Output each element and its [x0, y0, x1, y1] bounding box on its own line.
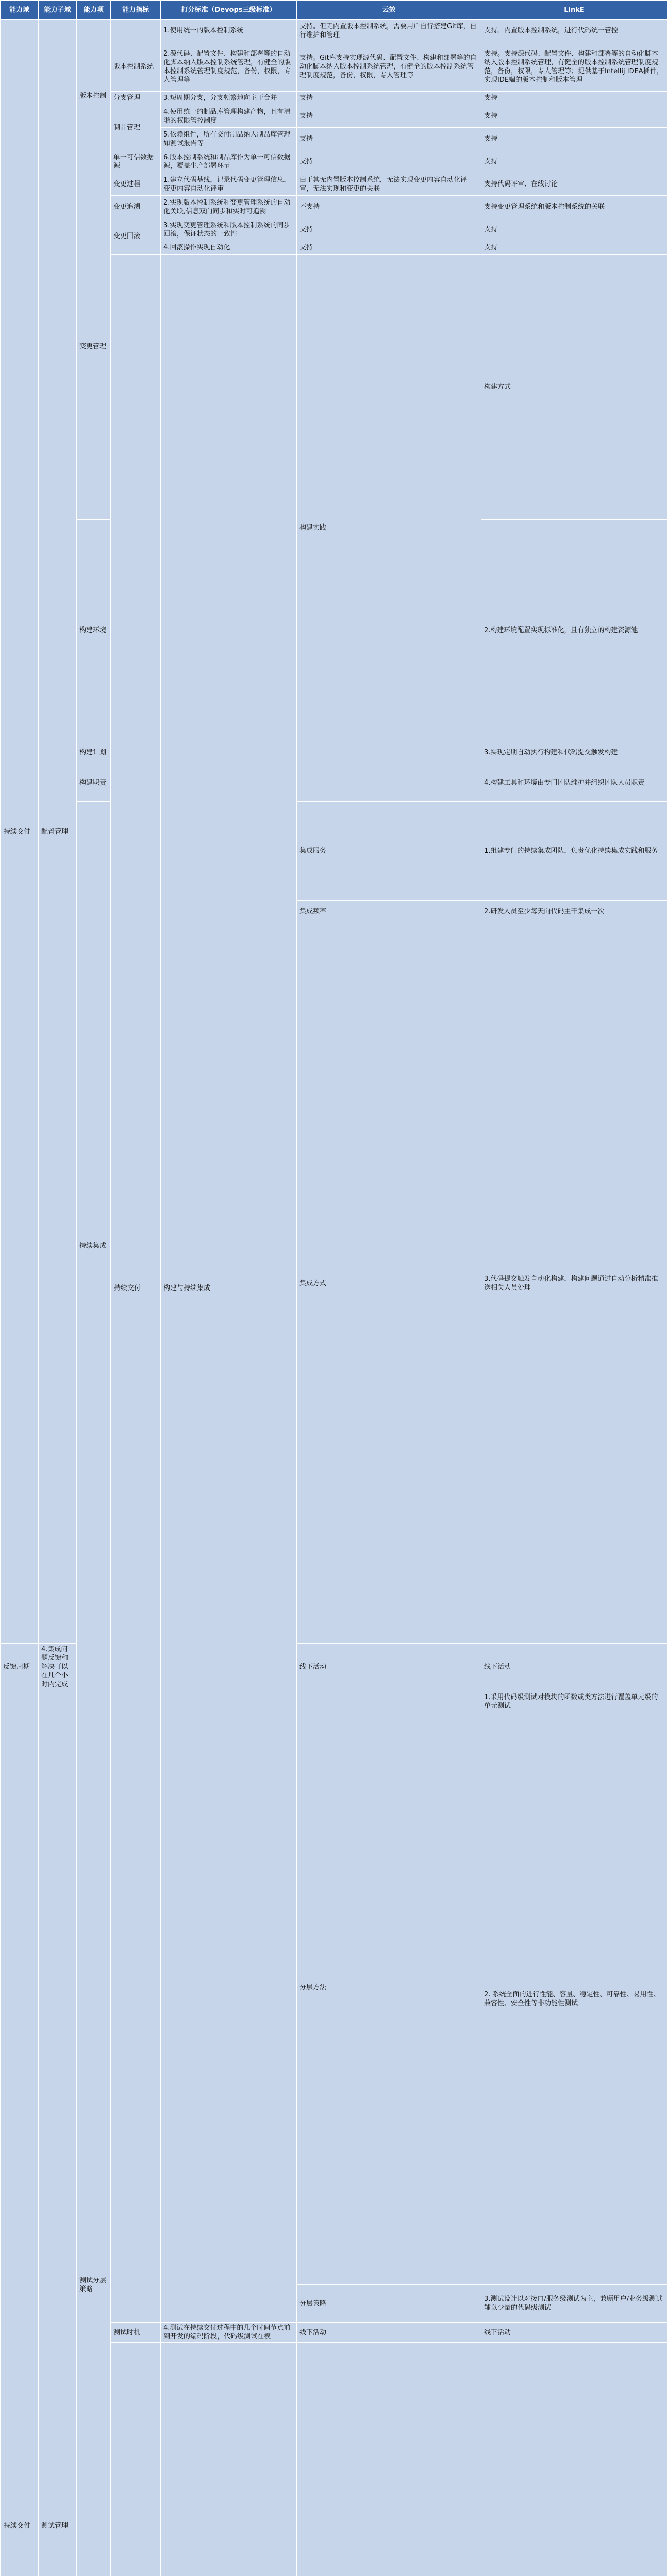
- cell-scoring-standard: 2. 系统全面的进行性能、容量、稳定性、可靠性、易用性、兼容性、安全性等非功能性测试: [481, 1713, 667, 2285]
- cell-scoring-standard: 2.构建环境配置实现标准化，且有独立的构建资源池: [481, 520, 667, 741]
- cell-scoring-standard: 2.实现版本控制系统和变更管理系统的自动化关联,信息双向同步和实时可追溯: [161, 196, 297, 218]
- cell-indicator: 分层策略: [297, 2285, 481, 2323]
- cell-yunxiao: 由于其无内置版本控制系统，无法实现变更内容自动化评审，无法实现和变更的关联: [297, 173, 481, 196]
- cell-indicator: 构建计划: [77, 741, 111, 764]
- header-linke: LinkE: [481, 1, 667, 20]
- cell-indicator: 变更追溯: [111, 196, 161, 218]
- cell-linke: 支持。支持源代码、配置文件、构建和部署等的自动化脚本纳入版本控制系统管理，有健全的版本控制系统管理制度规范，备份，权限，专人管理等；提供基于Intellij IDEA插件，实现IDE端的版本控制和版本管理: [481, 42, 667, 92]
- cell-yunxiao: [481, 2343, 667, 2576]
- table-row: [1, 1690, 667, 1713]
- cell-item: 测试分层策略: [77, 1690, 111, 2576]
- cell-indicator: 测试时机: [111, 2323, 161, 2343]
- cell-scoring-standard: 4.测试在持续交付过程中的几个时间节点前到开发的编码阶段，代码级测试在模: [161, 2323, 297, 2343]
- cell-scoring-standard: 1.建立代码基线，记录代码变更管理信息，变更内容自动化评审: [161, 173, 297, 196]
- cell-linke: 支持代码评审、在线讨论: [481, 173, 667, 196]
- cell-linke: 支持: [481, 241, 667, 255]
- cell-item: [111, 2343, 161, 2576]
- cell-domain: 持续交付: [1, 20, 39, 1644]
- cell-scoring-standard: 5.依赖组件，所有交付制品纳入制品库管理如测试报告等: [161, 128, 297, 150]
- table-row: [1, 20, 667, 42]
- table-row: [1, 173, 667, 196]
- cell-yunxiao: 支持: [297, 105, 481, 128]
- cell-indicator: 制品管理: [111, 105, 161, 150]
- cell-indicator: [111, 20, 161, 42]
- cell-item: 版本控制: [77, 20, 111, 173]
- header-scoring-standard: 打分标准（Devops三级标准）: [161, 1, 297, 20]
- cell-linke: 支持: [481, 105, 667, 128]
- cell-scoring-standard: 2.源代码、配置文件、构建和部署等的自动化脚本纳入版本控制系统管理，有健全的版本控制系统管理制度规范，备份，权限，专人管理等: [161, 42, 297, 92]
- cell-scoring-standard: 1.使用统一的版本控制系统: [161, 20, 297, 42]
- cell-yunxiao: 不支持: [297, 196, 481, 218]
- cell-scoring-standard: 4.回滚操作实现自动化: [161, 241, 297, 255]
- cell-yunxiao: 支持。但无内置版本控制系统，需要用户自行搭建Git库，自行维护和管理: [297, 20, 481, 42]
- cell-linke: 支持: [481, 92, 667, 105]
- cell-indicator: 集成频率: [297, 901, 481, 923]
- cell-indicator: 构建环境: [77, 520, 111, 741]
- cell-item: 变更管理: [77, 173, 111, 520]
- cell-yunxiao: 线下活动: [297, 2323, 481, 2343]
- cell-linke: 支持。内置版本控制系统，进行代码统一管控: [481, 20, 667, 42]
- cell-subdomain: 配置管理: [39, 20, 77, 1644]
- header-capability-item: 能力项: [77, 1, 111, 20]
- header-capability-domain: 能力域: [1, 1, 39, 20]
- cell-indicator: 分支管理: [111, 92, 161, 105]
- cell-indicator: 版本控制系统: [111, 42, 161, 92]
- cell-indicator: 构建方式: [481, 255, 667, 520]
- cell-scoring-standard: 6.版本控制系统和制品库作为单一可信数据源，覆盖生产部署环节: [161, 150, 297, 173]
- header-capability-subdomain: 能力子域: [39, 1, 77, 20]
- cell-indicator: 反馈周期: [1, 1644, 39, 1690]
- cell-yunxiao: 支持: [297, 150, 481, 173]
- cell-yunxiao: 支持。Git库支持实现源代码、配置文件、构建和部署等的自动化脚本纳入版本控制系统管理，有健全的版本控制系统管理制度规范，备份，权限，专人管理等: [297, 42, 481, 92]
- cell-subdomain: 测试管理: [39, 1690, 77, 2576]
- cell-linke: 支持: [481, 128, 667, 150]
- cell-subdomain: 构建与持续集成: [161, 255, 297, 2323]
- cell-domain: 持续交付: [1, 1690, 39, 2576]
- cell-scoring-standard: 4.构建工具和环境由专门团队维护并组织团队人员职责: [481, 764, 667, 802]
- cell-scoring-standard: 3.代码提交触发自动化构建，构建问题通过自动分析精准推送相关人员处理: [481, 923, 667, 1644]
- cell-scoring-standard: 3.实现变更管理系统和版本控制系统的同步回滚，保证状态的一致性: [161, 218, 297, 241]
- header-capability-indicator: 能力指标: [111, 1, 161, 20]
- cell-item: 构建实践: [297, 255, 481, 802]
- cell-scoring-standard: 3.实现定期自动执行构建和代码提交触发构建: [481, 741, 667, 764]
- cell-linke: 支持: [481, 218, 667, 241]
- table-header-row: [1, 1, 667, 20]
- cell-yunxiao: 支持: [297, 128, 481, 150]
- cell-indicator: 单一可信数据源: [111, 150, 161, 173]
- cell-linke: 线下活动: [481, 2323, 667, 2343]
- cell-indicator: 构建职责: [77, 764, 111, 802]
- cell-indicator: 集成方式: [297, 923, 481, 1644]
- table-row: [1, 802, 667, 901]
- cell-scoring-standard: 4.使用统一的制品库管理构建产物，且有清晰的权限管控制度: [161, 105, 297, 128]
- cell-yunxiao: 线下活动: [297, 1644, 481, 1690]
- cell-yunxiao: 支持: [297, 241, 481, 255]
- cell-scoring-standard: [297, 2343, 481, 2576]
- cell-domain: 持续交付: [111, 255, 161, 2323]
- cell-item: 持续集成: [77, 802, 111, 1690]
- cell-scoring-standard: 3.测试设计以对接口/服务级测试为主，兼顾用户/业务级测试辅以少量的代码级测试: [481, 2285, 667, 2323]
- cell-linke: 支持变更管理系统和版本控制系统的关联: [481, 196, 667, 218]
- cell-scoring-standard: 4.集成问题反馈和解决可以在几个小时内完成: [39, 1644, 77, 1690]
- cell-indicator: 分层方法: [297, 1690, 481, 2285]
- cell-indicator: 变更过程: [111, 173, 161, 196]
- cell-indicator: 集成服务: [297, 802, 481, 901]
- cell-yunxiao: 支持: [297, 218, 481, 241]
- cell-scoring-standard: 2.研发人员至少每天向代码主干集成一次: [481, 901, 667, 923]
- cell-scoring-standard: 1.组建专门的持续集成团队，负责优化持续集成实践和服务: [481, 802, 667, 901]
- table-body: [1, 20, 667, 2576]
- cell-indicator: 变更回滚: [111, 218, 161, 255]
- cell-indicator: [161, 2343, 297, 2576]
- cell-scoring-standard: 1.采用代码级测试对模块的函数或类方法进行覆盖单元级的单元测试: [481, 1690, 667, 1713]
- header-yunxiao: 云效: [297, 1, 481, 20]
- cell-linke: 线下活动: [481, 1644, 667, 1690]
- cell-scoring-standard: 3.短周期分支，分支频繁地向主干合并: [161, 92, 297, 105]
- cell-linke: 支持: [481, 150, 667, 173]
- cell-yunxiao: 支持: [297, 92, 481, 105]
